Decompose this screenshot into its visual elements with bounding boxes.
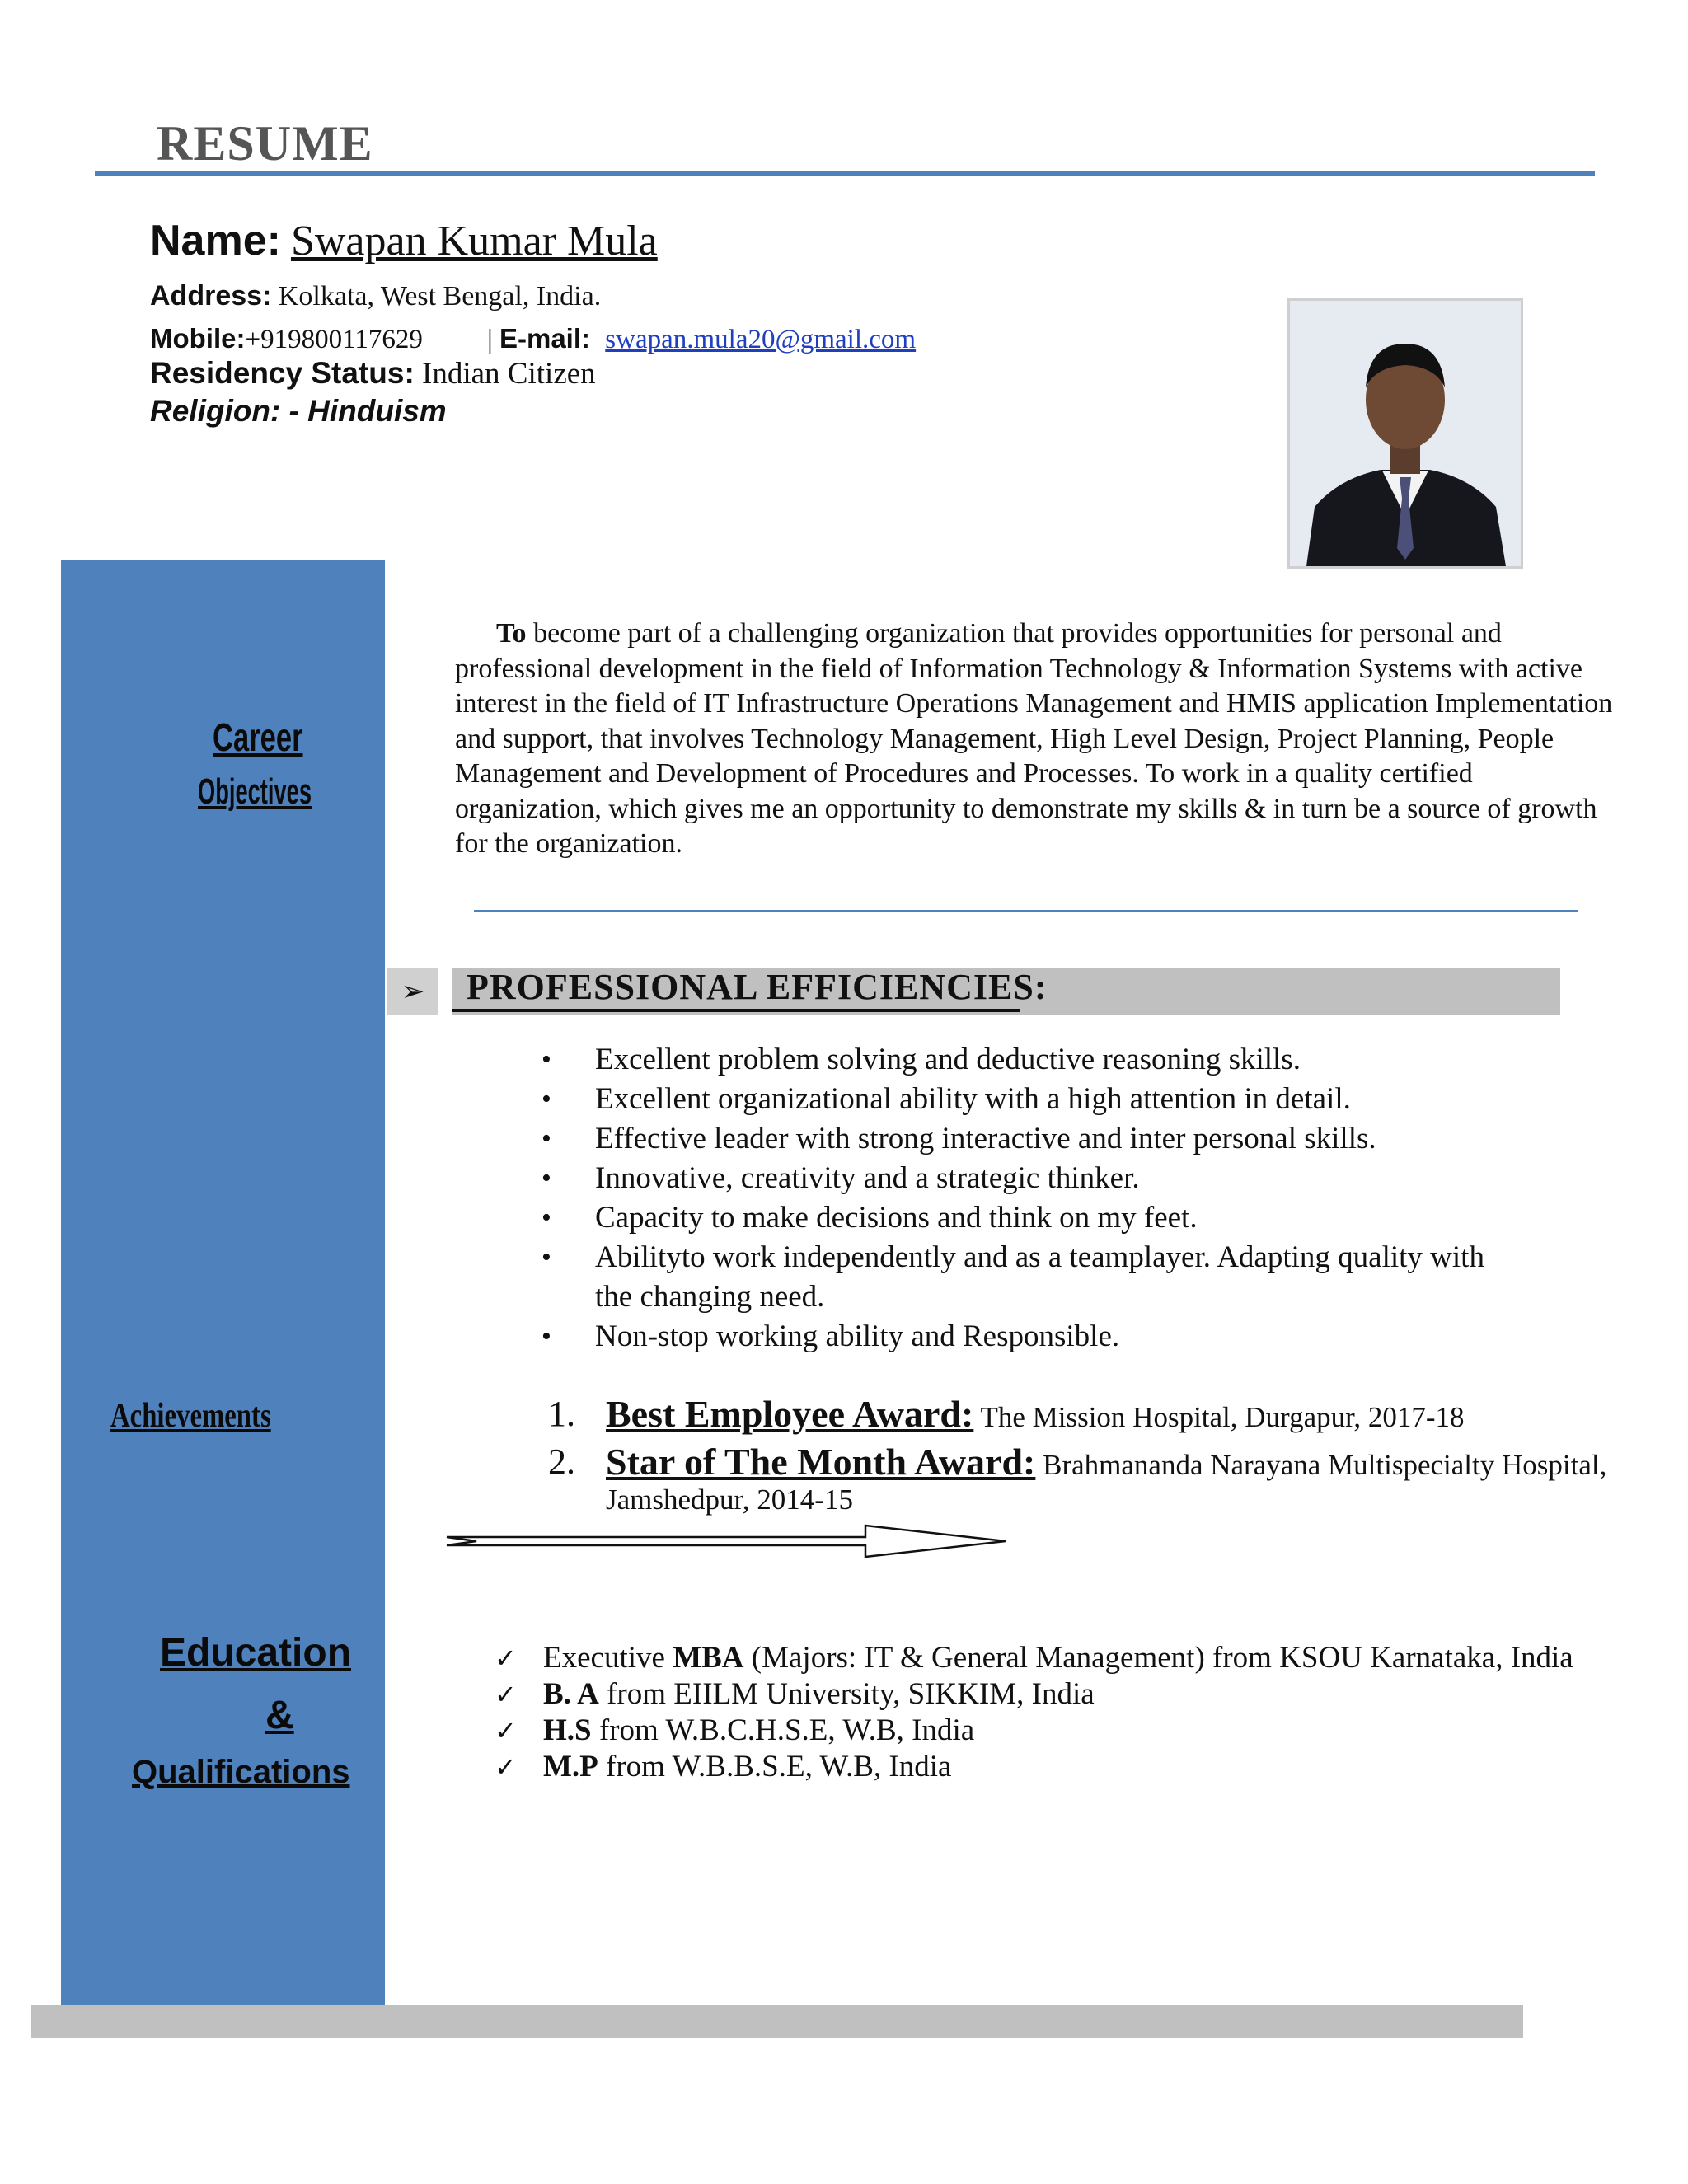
section-label-qualifications: Qualifications (132, 1754, 350, 1790)
footer-bar (31, 2005, 1523, 2038)
email-link[interactable]: swapan.mula20@gmail.com (605, 325, 917, 354)
page-title: RESUME (157, 116, 373, 171)
list-item: • Capacity to make decisions and think on my feet. (540, 1198, 1529, 1238)
efficiencies-heading: PROFESSIONAL EFFICIENCIES: (467, 967, 1048, 1007)
portrait-illustration (1290, 301, 1521, 566)
section-label-career: Career (213, 716, 303, 760)
achievement-number: 1. (548, 1394, 575, 1434)
achievements-list (548, 1393, 1653, 1527)
objective-lead: To (496, 618, 527, 649)
education-list (495, 1640, 1599, 1785)
address-row (150, 280, 601, 312)
residency-label: Residency Status: (150, 356, 415, 390)
education-degree: H.S (543, 1713, 592, 1747)
list-item (548, 1441, 1653, 1517)
name-row (150, 216, 658, 265)
achievement-title: Best Employee Award: (606, 1393, 974, 1435)
education-detail: from W.B.C.H.S.E, W.B, India (598, 1713, 975, 1747)
religion-label: Religion: (150, 394, 281, 428)
section-label-achievements: Achievements (110, 1397, 271, 1435)
education-prefix: Executive (543, 1641, 665, 1675)
religion-row (150, 394, 447, 429)
list-item: • Excellent organizational ability with a high attention in detail. (540, 1080, 1529, 1119)
list-item: • Excellent problem solving and deductive reasoning skills. (540, 1040, 1529, 1080)
section-label-ampersand: & (265, 1694, 294, 1737)
right-arrow-icon (445, 1521, 1014, 1562)
objective-divider (474, 910, 1578, 912)
achievement-detail: Brahmananda Narayana Multispecialty Hospital, Jamshedpur, 2014-15 (606, 1449, 1607, 1516)
section-label-education: Education (160, 1631, 352, 1675)
list-item: • Non-stop working ability and Responsible. (540, 1317, 1529, 1357)
list-item (495, 1676, 1599, 1713)
residency-row (150, 356, 596, 391)
list-item: • Abilityto work independently and as a teamplayer. Adapting quality with the changing need. (540, 1238, 1529, 1317)
mobile-label: Mobile: (150, 323, 246, 354)
contact-separator: | (487, 325, 493, 354)
address-label: Address: (150, 280, 272, 312)
religion-value: - Hinduism (288, 394, 447, 428)
achievement-detail: The Mission Hospital, Durgapur, 2017-18 (980, 1401, 1465, 1433)
mobile-value: +919800117629 (245, 325, 423, 354)
profile-photo (1287, 298, 1523, 569)
list-item (548, 1393, 1653, 1435)
list-item (495, 1640, 1599, 1676)
contact-row (150, 323, 916, 355)
education-degree: B. A (543, 1677, 599, 1711)
name-value: Swapan Kumar Mula (290, 218, 658, 265)
efficiencies-list (540, 1040, 1529, 1357)
email-label: E-mail: (499, 323, 591, 354)
list-item (495, 1749, 1599, 1785)
arrow-bullet-icon: ➢ (387, 968, 438, 1015)
title-rule (95, 171, 1595, 176)
list-item (495, 1713, 1599, 1749)
list-item: • Effective leader with strong interactive and inter personal skills. (540, 1119, 1529, 1159)
education-degree: M.P (543, 1750, 598, 1783)
address-value: Kolkata, West Bengal, India. (278, 281, 602, 312)
section-label-objectives: Objectives (198, 771, 312, 812)
achievement-title: Star of The Month Award: (606, 1441, 1036, 1483)
residency-value: Indian Citizen (422, 357, 596, 391)
efficiencies-heading-underline (452, 1009, 1020, 1012)
name-label: Name: (150, 217, 281, 265)
education-detail: from EIILM University, SIKKIM, India (607, 1677, 1095, 1711)
list-item: • Innovative, creativity and a strategic thinker. (540, 1159, 1529, 1198)
objective-body: become part of a challenging organization that provides opportunities for personal and professional development in the field of Information Technology & Information Systems with active interest in the field of IT Infrastructure Operations Management and HMIS application Implementation and support, that involves Technology Management, High Level Design, Project Planning, People Management and Development of Procedures and Processes. To work in a quality certified organization, which gives me an opportunity to demonstrate my skills & in turn be a source of growth for the organization. (455, 618, 1613, 859)
achievement-number: 2. (548, 1441, 575, 1482)
career-objective-text (455, 616, 1625, 862)
education-degree: MBA (673, 1641, 744, 1675)
education-detail: from W.B.B.S.E, W.B, India (606, 1750, 952, 1783)
education-detail: (Majors: IT & General Management) from KSOU Karnataka, India (751, 1641, 1573, 1675)
